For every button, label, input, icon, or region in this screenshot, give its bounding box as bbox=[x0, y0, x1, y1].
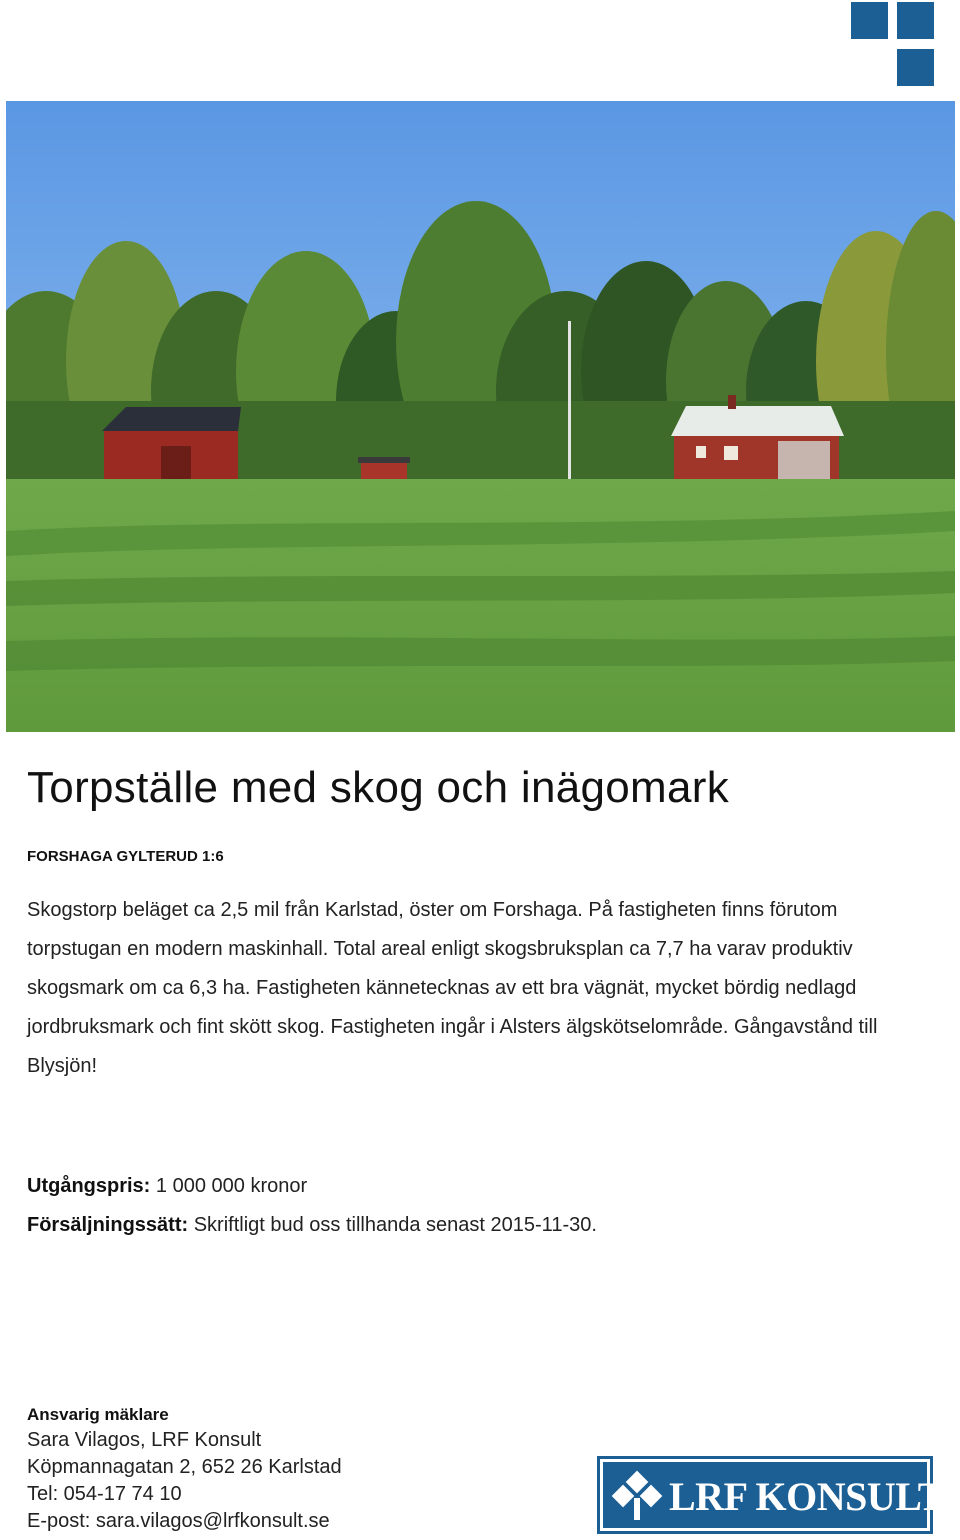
agent-name: Sara Vilagos, LRF Konsult bbox=[27, 1429, 262, 1451]
listing-title: Torpställe med skog och inägomark bbox=[27, 763, 730, 812]
clover-icon bbox=[611, 1470, 663, 1522]
price-label: Utgångspris: bbox=[27, 1175, 151, 1197]
sale-method-value: Skriftligt bud oss tillhanda senast 2015-11-30. bbox=[193, 1214, 597, 1236]
agent-phone: Tel: 054-17 74 10 bbox=[27, 1483, 182, 1505]
lrf-konsult-logo bbox=[597, 1456, 944, 1534]
brand-name: LRF KONSULT bbox=[669, 1474, 944, 1519]
corner-logo-squares bbox=[851, 2, 934, 86]
sale-method-row bbox=[27, 1214, 597, 1237]
agent-contact bbox=[27, 1403, 342, 1535]
price-row bbox=[27, 1175, 307, 1198]
agent-address: Köpmannagatan 2, 652 26 Karlstad bbox=[27, 1456, 342, 1478]
price-value: 1 000 000 kronor bbox=[155, 1175, 308, 1197]
property-photo bbox=[6, 101, 955, 732]
agent-email[interactable]: E-post: sara.vilagos@lrfkonsult.se bbox=[27, 1510, 330, 1532]
property-id: FORSHAGA GYLTERUD 1:6 bbox=[27, 848, 224, 865]
listing-description: Skogstorp beläget ca 2,5 mil från Karlstad, öster om Forshaga. På fastigheten finns förutom torpstugan en modern maskinhall. Total areal enligt skogsbruksplan ca 7,7 ha varav produktiv skogsmark om ca 6,3 ha. Fastigheten kännetecknas av ett bra vägnät, mycket bördig nedlagd jordbruksmark och fint skött skog. Fastigheten ingår i Alsters älgskötselområde. Gångavstånd till Blysjön! bbox=[27, 899, 878, 1077]
agent-heading: Ansvarig mäklare bbox=[27, 1405, 169, 1424]
sale-method-label: Försäljningssätt: bbox=[27, 1214, 189, 1236]
